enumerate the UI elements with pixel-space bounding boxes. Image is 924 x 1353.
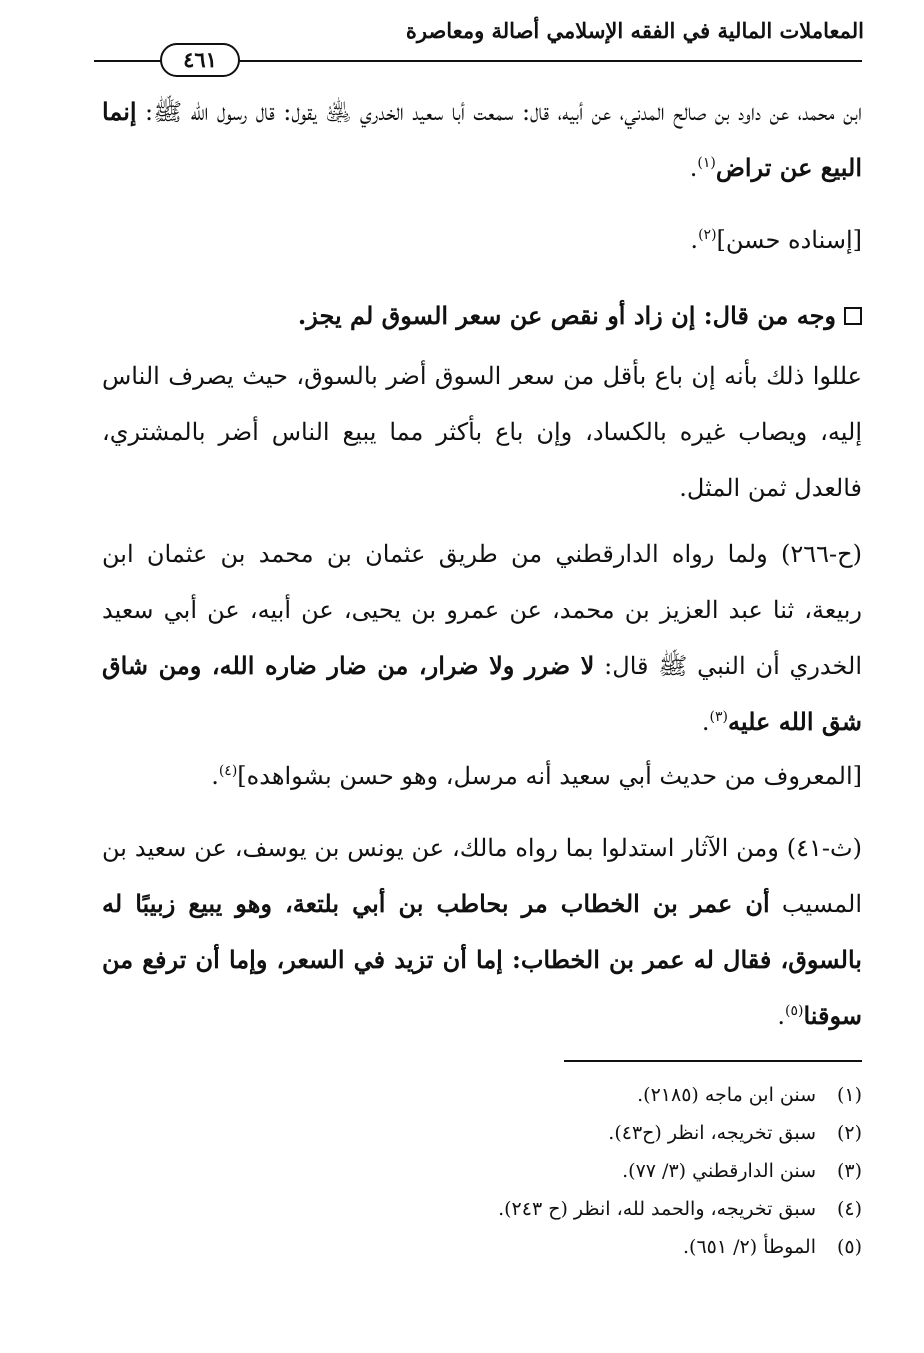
paragraph-1	[102, 84, 862, 196]
footnote-ref: (٢)	[698, 227, 717, 243]
text-run: .	[211, 762, 219, 790]
section-heading	[102, 288, 862, 344]
paragraph-3	[102, 348, 862, 516]
footnote-item	[102, 1114, 862, 1152]
footnote-item	[102, 1190, 862, 1228]
text-run: .	[777, 1002, 785, 1030]
footnote-separator	[564, 1060, 862, 1062]
footnote-text: سبق تخريجه، انظر (ح٤٣).	[608, 1122, 816, 1144]
text-run: عللوا ذلك بأنه إن باع بأقل من سعر السوق أضر بالسوق، حيث يصرف الناس إليه، ويصاب غيره بالكساد، وإن باع بأكثر مما يبيع الناس أضر بالمشتري، فالعدل ثمن المثل.	[102, 362, 862, 502]
footnote-ref: (٥)	[784, 1003, 804, 1019]
text-run: (ث-٤١) ومن الآثار استدلوا بما رواه مالك، عن يونس بن يوسف، عن سعيد بن المسيب	[102, 834, 863, 918]
footnote-item	[102, 1228, 862, 1266]
footnote-text: الموطأ (٢/ ٦٥١).	[683, 1236, 816, 1258]
isnad-grade: [المعروف من حديث أبي سعيد أنه مرسل، وهو حسن بشواهده]	[237, 762, 862, 790]
text-run: .	[701, 708, 710, 736]
isnad-grade: [إسناده حسن]	[716, 226, 862, 254]
hadith-text: إنما البيع عن تراض	[102, 97, 862, 182]
footnote-number: (٤)	[836, 1198, 862, 1220]
paragraph-5	[102, 748, 862, 804]
text-run: (ح-٢٦٦) ولما رواه الدارقطني من طريق عثمان بن محمد بن عثمان ابن ربيعة، ثنا عبد العزيز بن محمد، عن عمرو بن يحيى، عن أبيه، عن أبي سعيد الخدري أن النبي ﷺ قال:	[102, 540, 863, 680]
footnote-text: سنن الدارقطني (٣/ ٧٧).	[622, 1160, 816, 1182]
square-bullet-icon	[844, 307, 862, 325]
footnote-item	[102, 1152, 862, 1190]
paragraph-2	[102, 212, 862, 268]
footnote-item	[102, 1076, 862, 1114]
footnote-number: (١)	[836, 1084, 862, 1106]
page-number: ٤٦١	[160, 43, 240, 77]
text-run: .	[689, 154, 698, 182]
hadith-text: لا ضرر ولا ضرار، من ضار ضاره الله، ومن شاق شق الله عليه	[102, 651, 862, 736]
footnote-text: سنن ابن ماجه (٢١٨٥).	[637, 1084, 816, 1106]
paragraph-4	[102, 526, 862, 750]
footnote-number: (٣)	[836, 1160, 862, 1182]
footnote-number: (٢)	[836, 1122, 862, 1144]
running-header-title: المعاملات المالية في الفقه الإسلامي أصالة ومعاصرة	[405, 18, 864, 43]
athar-text: أن عمر بن الخطاب مر بحاطب بن أبي بلتعة، وهو يبيع زبيبًا له بالسوق، فقال له عمر بن الخطاب: إما أن تزيد في السعر، وإما أن ترفع من سوقنا	[102, 889, 862, 1030]
footnote-text: سبق تخريجه، والحمد لله، انظر (ح ٢٤٣).	[498, 1198, 816, 1220]
text-run: ابن محمد، عن داود بن صالح المدني، عن أبيه، قال: سمعت أبا سعيد الخدري ﵁ يقول: قال رسول الله ﷺ:	[136, 98, 862, 126]
paragraph-6	[102, 820, 862, 1044]
footnote-number: (٥)	[836, 1236, 862, 1258]
footnotes	[102, 1076, 862, 1266]
footnote-ref: (١)	[697, 155, 716, 171]
text-run: .	[690, 226, 699, 254]
section-heading-text: وجه من قال: إن زاد أو نقص عن سعر السوق لم يجز.	[297, 301, 836, 330]
footnote-ref: (٤)	[218, 763, 238, 779]
footnote-ref: (٣)	[709, 709, 728, 725]
